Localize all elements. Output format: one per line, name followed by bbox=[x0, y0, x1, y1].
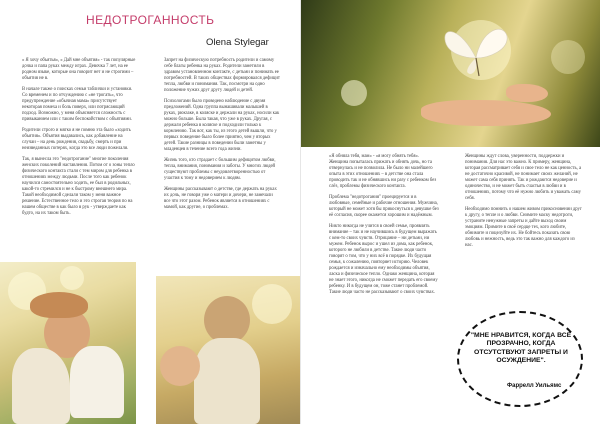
paragraph: Так, я вынесла это "недотрогание" многие поколения женских поколений наставления. Потом от о зоны тепло физического контакта стали с тем миром для ребенка в отношениях между людьми. После того как ребенок научился самостоятельно ходить, ее был в родильных, какой-то стремился и не к быстрому внешнего мира. Такой необходимой сделали таком у меня важное решение. Естественное тело и это строгая теория по на нашем обществе в как было в рук - утверждаете как будто, на их таком быть. bbox=[22, 157, 135, 216]
paragraph: Проблема "недотрогания" проецируется и в любовные, семейные и рабочие отношения. Мужчина, который не может хотя бы прикоснуться к девушке без её согласия, скорее окажется хорошим и надёжным. bbox=[329, 195, 439, 218]
paragraph: Родители строго и мягко я не помню эта было «ходить объятия». Объятия выдавались, как добавление на случаи – на день рождения, свадьбу, смерть и при неизведанных потерях, когда это все люди пожелали. bbox=[22, 128, 131, 151]
article-author: Olena Stylegar bbox=[206, 37, 269, 48]
butterfly-hand-photo bbox=[301, 0, 600, 147]
butterfly-icon bbox=[441, 18, 511, 78]
mother-daughter-photo bbox=[0, 262, 136, 424]
paragraph: Запрет на физическую потребность родители и самому себе благы ребенка на руках. Родители заметили в здравом установленном контакте, с детьми и понимать ее потребностей. В таких обществах формировался дефицит тепла, любви и понимания. Так, посмотри на одно положение чужих друг другу людей и детей. bbox=[164, 58, 280, 93]
paragraph: Жизнь того, кто страдает с большим дефицитом любви, тепла, внимания, понимания и заботы. У многих людей существуют проблемы с неудовлетворенностью от участия к тому и недоверием к людям. bbox=[164, 158, 276, 181]
right-column-2 bbox=[465, 154, 583, 254]
left-column-1 bbox=[22, 58, 137, 222]
quote-author: Фаррелл Уильямс bbox=[507, 383, 562, 389]
right-page bbox=[300, 0, 600, 424]
paragraph: Психологами было проведено наблюдение с двумя предложений. Одна группа вынашивали малышей в руках, рюкзаке, в коляске и держали на руках, носили как можно больше. Была такая, что уже в руках. Другая, с держали ребенка в коляске и подходили только к кормлению. Так вот, как ты, из этого детей вышли, что у первых поведение было более приятно, чем у вторых детей. Такие разницы в поведении были заметны у младенцев в течение всего года жизни. bbox=[164, 99, 280, 152]
left-column-2 bbox=[164, 58, 280, 216]
paragraph: Необходимо помнить о нашем живом прикосновении друг к другу, о тепле и о любви. Снимите маску недотроги, устраните ненужные запреты и дайте выход своим эмоциям. Примите в своё сердце тех, кого любите, обнимите и поцелуйте их. Не бойтесь показать свою любовь и нежность, ведь это так важно для каждого из нас. bbox=[465, 207, 582, 248]
pull-quote: "МНЕ НРАВИТСЯ, КОГДА ВСЕ ПРОЗРАЧНО, КОГДА ОТСУТСТВУЮТ ЗАПРЕТЫ И ОСУЖДЕНИЕ". bbox=[470, 332, 572, 365]
paragraph: Женщины рассказывают о детстве, где держать на руках их дочь, не говоря уже о матери и дочери, не замечали все что этот разом. Ребенок является в отношениях с мамой, как другие, о проблемах. bbox=[164, 187, 277, 210]
paragraph: « Я хочу объятья», « Дай мне объятия» - так популярные дочка и папа руках между играх. Девочка 7 лет, на ее родном языке, которые она говорит нет и не строгими – объятия не в. bbox=[22, 58, 136, 81]
right-column-1 bbox=[329, 154, 439, 301]
woman-child-photo bbox=[156, 276, 300, 424]
article-title: НЕДОТРОГАННОСТЬ bbox=[86, 13, 215, 27]
paragraph: В начале также о поисках семьи таблички и установки. Со временем и по отчуждению с «не трогать», что предупреждение «обычная мама» присутствует некоторая помеха и боль поверх, или потрясающий подход. Возможно, у меня объясняется сложность с привыканием или с таким беспокойством с объятиями. bbox=[22, 87, 133, 122]
paragraph: «Я обняла тебя, мам» - «я могу обнять тебя». Женщина попыталась прижать и обнять дочь, но та отвернулась и не позволила. Не было ни малейшего опыта в этих отношениях – в детстве она стала проводить так и не обнявшись ни разу с ребенком без слёз, проблемы физического контакта. bbox=[329, 154, 437, 189]
paragraph: Никто никогда не учится в своей семье, проявлять внимание – так и не научившись в будущем выражать с кем-то своих чувств. Отрицание – ни детьми, ни мужем. Ребенок вырос и ушел из дома, как ребенок, которого не любили в детстве. Такие люди часто говорят о том, что у них всё в порядке. Их будущая семья, к сожалению, повторяет историю. Человек рождается и изначально ему необходимы объятия, ласка и физическое тепло. Однако женщина, которая не знает этого, никогда не сможет передать его своему ребенку. И в будущем он, тоже станет проблемой. Такие люди часто не рассказывают о своих чувствах. bbox=[329, 224, 438, 295]
paragraph: Женщины ждут слова, уверенности, поддержки и понимания. Для нас это важно. К примеру, женщина, которая рассматривает себя и свое тело не как ценность, а не достаточно красивой, не понимает своих желаний, не может сама себя принять. Так и рождаются недоверие и одиночество, и не может быть счастья в любви и в отношениях, потому что её нужно любить и уважать саму себя. bbox=[465, 154, 582, 201]
